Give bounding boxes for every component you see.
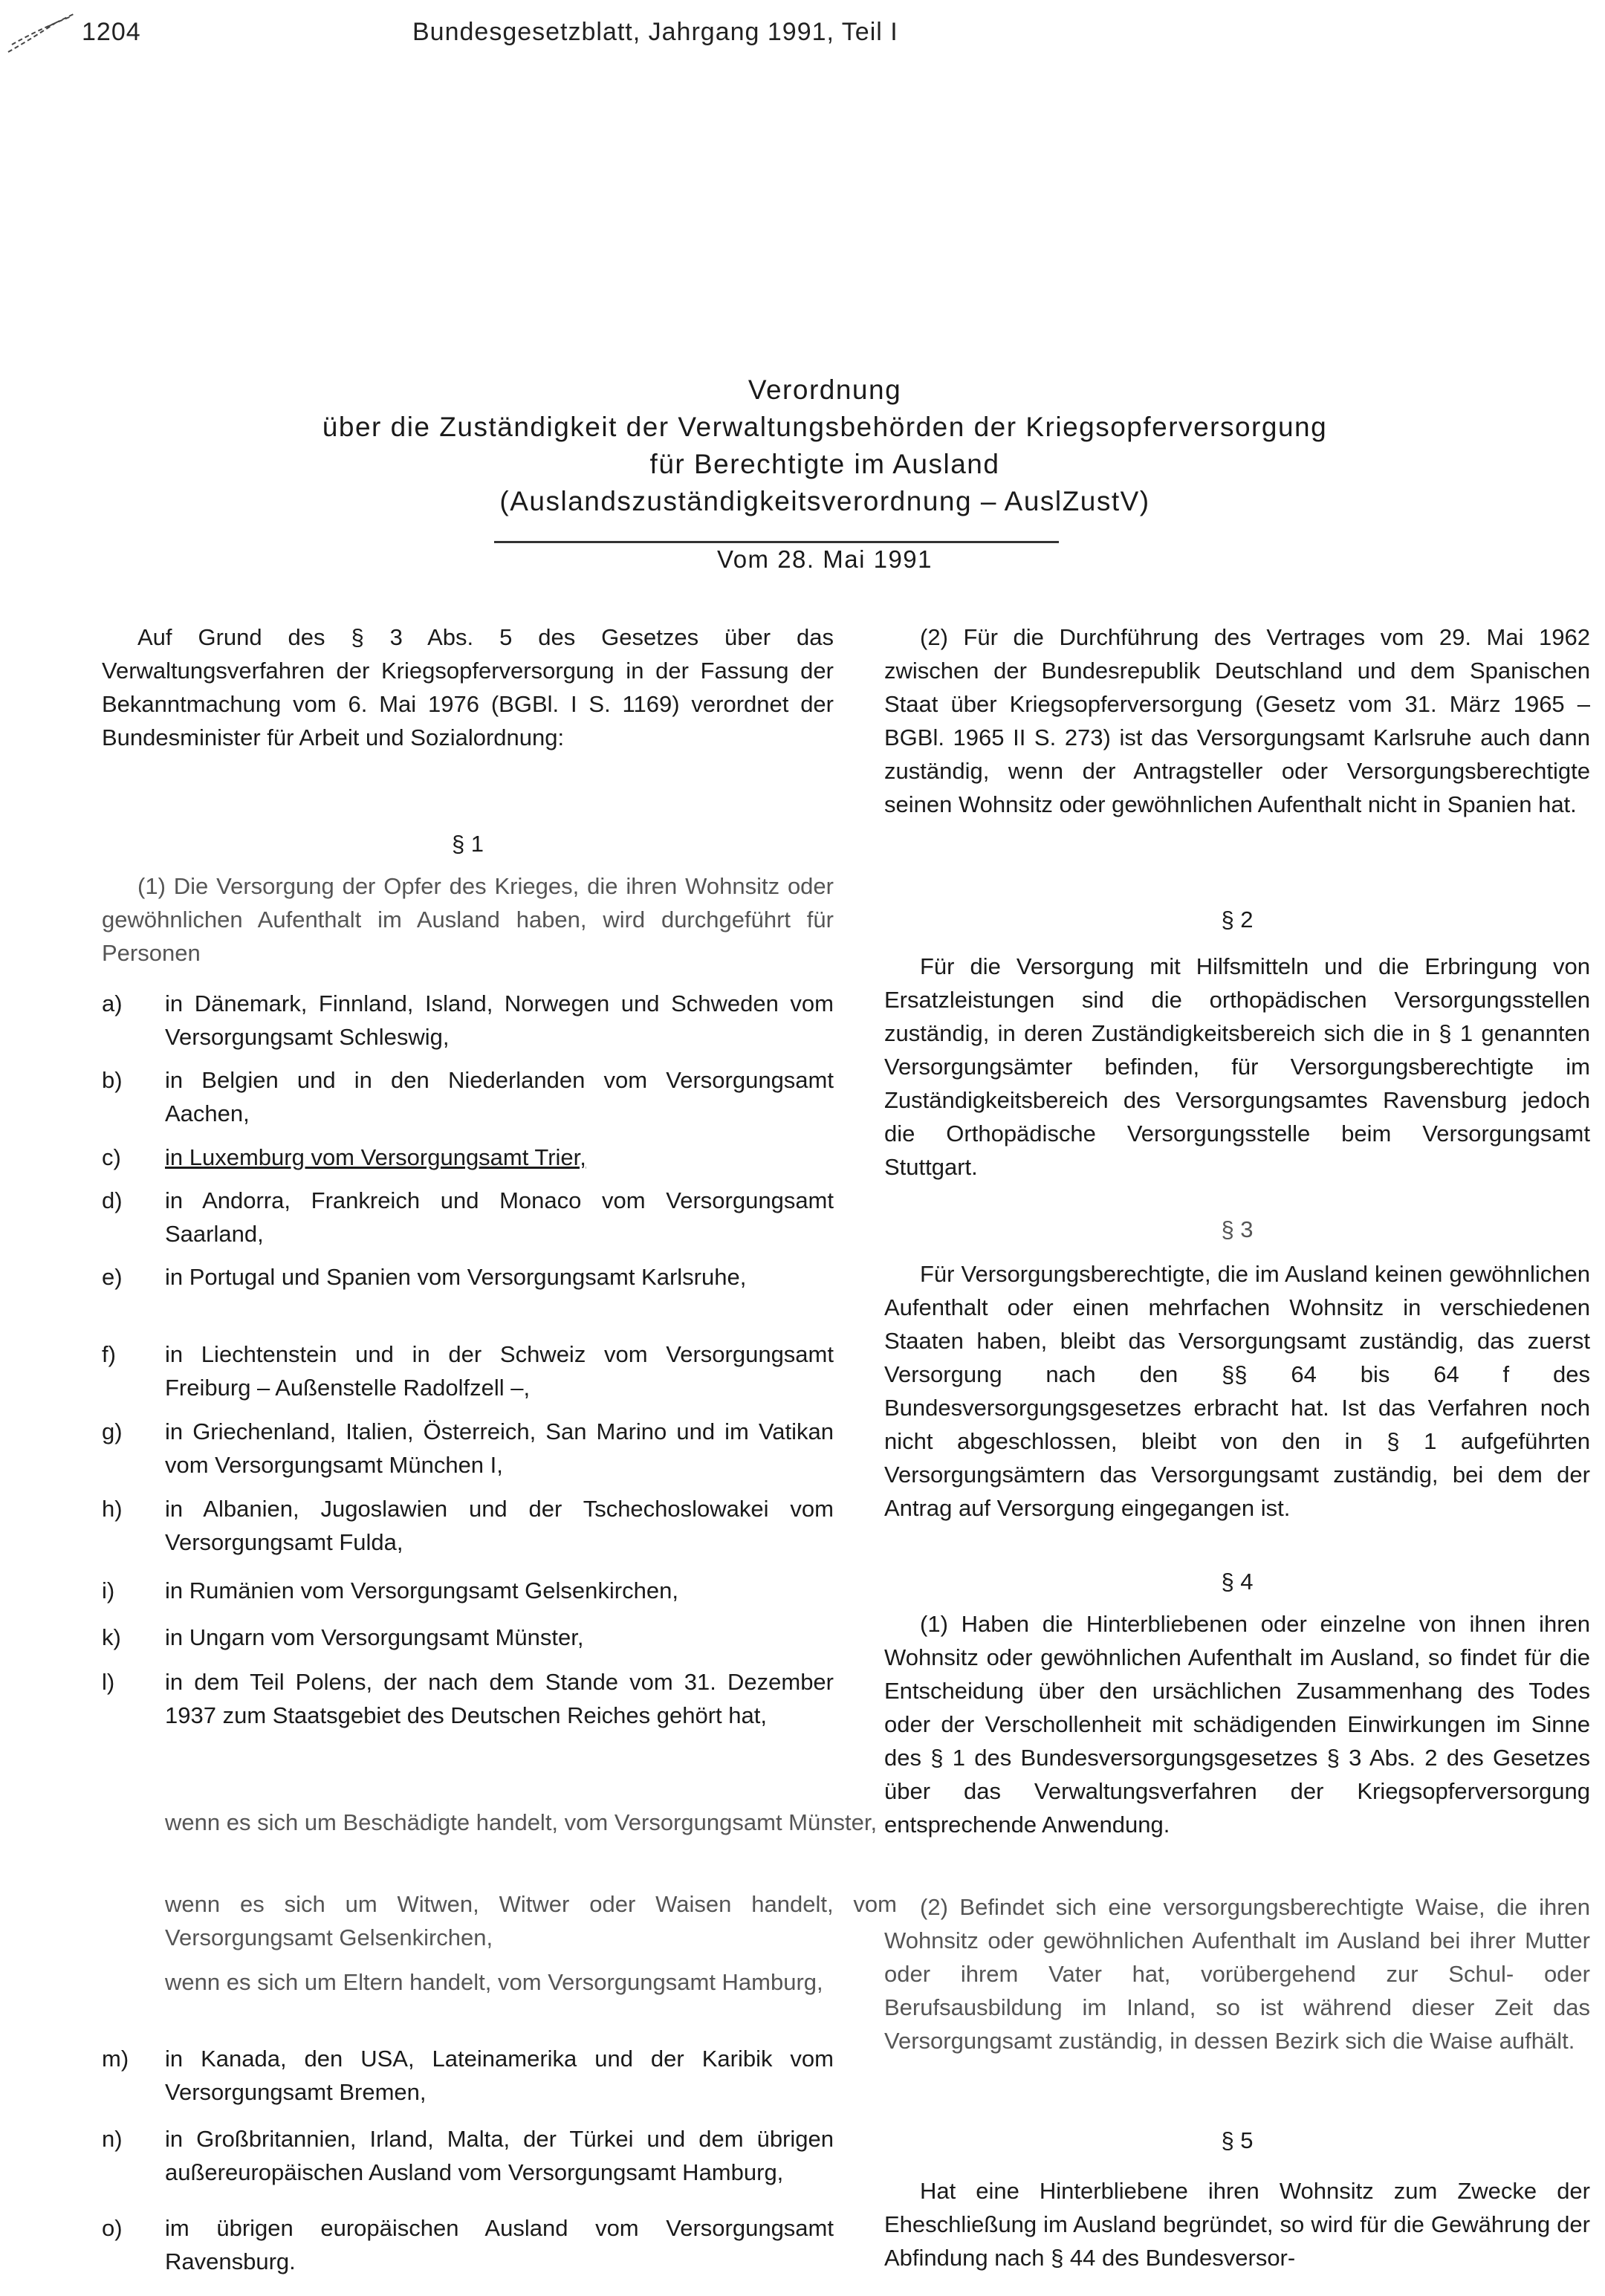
list-item-text: in Belgien und in den Niederlanden vom Versorgungsamt Aachen, [165, 1067, 834, 1126]
list-item-text: in Ungarn vom Versorgungsamt Münster, [165, 1624, 584, 1650]
list-item-label: l) [102, 1669, 115, 1695]
list-item-label: g) [102, 1418, 123, 1444]
list-item-text: in Großbritannien, Irland, Malta, der Türkei und dem übrigen außereuropäischen Ausland vom Versorgungsamt Hamburg, [165, 2126, 834, 2185]
item-l-sub-2: wenn es sich um Witwen, Witwer oder Waisen handelt, vom Versorgungsamt Gelsenkirchen, [165, 1891, 897, 1950]
list-item-o [102, 2211, 834, 2278]
list-item-b [102, 1063, 834, 1130]
list-item-text: in dem Teil Polens, der nach dem Stande vom 31. Dezember 1937 zum Staatsgebiet des Deutschen Reiches gehört hat, [165, 1669, 834, 1728]
title-scope: für Berechtigte im Ausland [649, 449, 1000, 479]
section-1-para-1: (1) Die Versorgung der Opfer des Krieges, die ihren Wohnsitz oder gewöhnlichen Aufenthalt im Ausland haben, wird durchgeführt für Personen [102, 873, 834, 966]
title-subject: über die Zuständigkeit der Verwaltungsbehörden der Kriegsopferversorgung [322, 412, 1328, 442]
list-item-label: c) [102, 1144, 121, 1170]
running-header: Bundesgesetzblatt, Jahrgang 1991, Teil I [412, 18, 898, 46]
list-item-label: i) [102, 1577, 115, 1603]
list-item-label: k) [102, 1624, 121, 1650]
list-item-text: in Griechenland, Italien, Österreich, San Marino und im Vatikan vom Versorgungsamt München I, [165, 1418, 834, 1478]
list-item-g [102, 1415, 834, 1482]
list-item-label: e) [102, 1264, 123, 1290]
list-item-f [102, 1337, 834, 1404]
handwritten-mark [4, 7, 86, 59]
list-item-k [102, 1621, 834, 1654]
list-item-text: in Portugal und Spanien vom Versorgungsamt Karlsruhe, [165, 1264, 747, 1290]
list-item-label: d) [102, 1187, 123, 1213]
item-l-sub-1: wenn es sich um Beschädigte handelt, vom Versorgungsamt Münster, [165, 1809, 878, 1835]
list-item-text: in Liechtenstein und in der Schweiz vom Versorgungsamt Freiburg – Außenstelle Radolfzell –, [165, 1341, 834, 1401]
list-item-text: in Luxemburg vom Versorgungsamt Trier, [165, 1144, 586, 1170]
section-3-para: Für Versorgungsberechtigte, die im Ausland keinen gewöhnlichen Aufenthalt oder einen mehrfachen Wohnsitz in verschiedenen Staaten haben, bleibt das Versorgungsamt zuständig, das zuerst Versorgung nach den §§ 64 bis 64 f des Bundesversorgungsgesetzes erbracht hat. Ist das Verfahren noch nicht abgeschlossen, bleibt von den in § 1 aufgeführten Versorgungsämtern das Versorgungsamt zuständig, bei dem der Antrag auf Versorgung eingegangen ist. [884, 1261, 1590, 1521]
title-date: Vom 28. Mai 1991 [717, 545, 933, 573]
section-2-heading: § 2 [1221, 907, 1254, 933]
list-item-h [102, 1492, 834, 1559]
list-item-text: in Rumänien vom Versorgungsamt Gelsenkirchen, [165, 1577, 678, 1603]
section-2-para: Für die Versorgung mit Hilfsmitteln und die Erbringung von Ersatzleistungen sind die orthopädischen Versorgungsstellen zuständig, in deren Zuständigkeitsbereich sich die in § 1 genannten Versorgungsämter befinden, für Versorgungsberechtigte im Zuständigkeitsbereich des Versorgungsamtes Ravensburg jedoch die Orthopädische Versorgungsstelle beim Versorgungsamt Stuttgart. [884, 953, 1590, 1180]
item-l-sub-3: wenn es sich um Eltern handelt, vom Versorgungsamt Hamburg, [165, 1969, 823, 1995]
list-item-label: f) [102, 1341, 116, 1367]
section-4-heading: § 4 [1221, 1569, 1254, 1595]
list-item-text: in Kanada, den USA, Lateinamerika und der Karibik vom Versorgungsamt Bremen, [165, 2046, 834, 2105]
list-item-text: in Dänemark, Finnland, Island, Norwegen und Schweden vom Versorgungsamt Schleswig, [165, 990, 834, 1050]
page-number: 1204 [82, 18, 141, 46]
section-4-para-2: (2) Befindet sich eine versorgungsberechtigte Waise, die ihren Wohnsitz oder gewöhnlichen Aufenthalt im Ausland bei ihrer Mutter oder ihrem Vater hat, vorübergehend zur Schul- oder Berufsausbildung im Inland, so ist während dieser Zeit das Versorgungsamt zuständig, in dessen Bezirk sich die Waise aufhält. [884, 1894, 1590, 2054]
list-item-e [102, 1260, 834, 1294]
section-3-heading: § 3 [1221, 1216, 1254, 1242]
list-item-label: n) [102, 2126, 123, 2152]
list-item-c [102, 1141, 834, 1174]
section-5-heading: § 5 [1221, 2127, 1254, 2153]
preamble: Auf Grund des § 3 Abs. 5 des Gesetzes über das Verwaltungsverfahren der Kriegsopferversorgung in der Fassung der Bekanntmachung vom 6. Mai 1976 (BGBl. I S. 1169) verordnet der Bundesminister für Arbeit und Sozialordnung: [102, 624, 834, 750]
list-item-m [102, 2042, 834, 2109]
list-item-text: in Albanien, Jugoslawien und der Tschechoslowakei vom Versorgungsamt Fulda, [165, 1496, 834, 1555]
title-heading: Verordnung [748, 374, 902, 405]
list-item-label: a) [102, 990, 123, 1016]
list-item-i [102, 1574, 834, 1607]
section-5-para: Hat eine Hinterbliebene ihren Wohnsitz zum Zwecke der Eheschließung im Ausland begründet, so wird für die Gewährung der Abfindung nach § 44 des Bundesversor- [884, 2178, 1590, 2271]
section-1-para-2: (2) Für die Durchführung des Vertrages vom 29. Mai 1962 zwischen der Bundesrepublik Deutschland und dem Spanischen Staat über Kriegsopferversorgung (Gesetz vom 31. März 1965 – BGBl. 1965 II S. 273) ist das Versorgungsamt Karlsruhe auch dann zuständig, wenn der Antragsteller oder Versorgungsberechtigte seinen Wohnsitz oder gewöhnlichen Aufenthalt nicht in Spanien hat. [884, 624, 1590, 817]
list-item-a [102, 987, 834, 1054]
list-item-label: o) [102, 2215, 123, 2241]
list-item-text: in Andorra, Frankreich und Monaco vom Versorgungsamt Saarland, [165, 1187, 834, 1247]
list-item-label: h) [102, 1496, 123, 1522]
list-item-label: m) [102, 2046, 129, 2072]
section-1-heading: § 1 [451, 831, 484, 857]
list-item-l [102, 1665, 834, 1732]
section-4-para-1: (1) Haben die Hinterbliebenen oder einzelne von ihnen ihren Wohnsitz oder gewöhnlichen Aufenthalt im Ausland, so findet für die Entscheidung über den ursächlichen Zusammenhang des Todes oder der Verschollenheit mit schädigenden Einwirkungen im Sinne des § 1 des Bundesversorgungsgesetzes § 3 Abs. 2 des Gesetzes über das Verwaltungsverfahren der Kriegsopferversorgung entsprechende Anwendung. [884, 1611, 1590, 1838]
list-item-n [102, 2122, 834, 2189]
list-item-d [102, 1184, 834, 1251]
list-item-label: b) [102, 1067, 123, 1093]
list-item-text: im übrigen europäischen Ausland vom Versorgungsamt Ravensburg. [165, 2215, 834, 2274]
title-short-name: (Auslandszuständigkeitsverordnung – AuslZustV) [499, 486, 1150, 516]
